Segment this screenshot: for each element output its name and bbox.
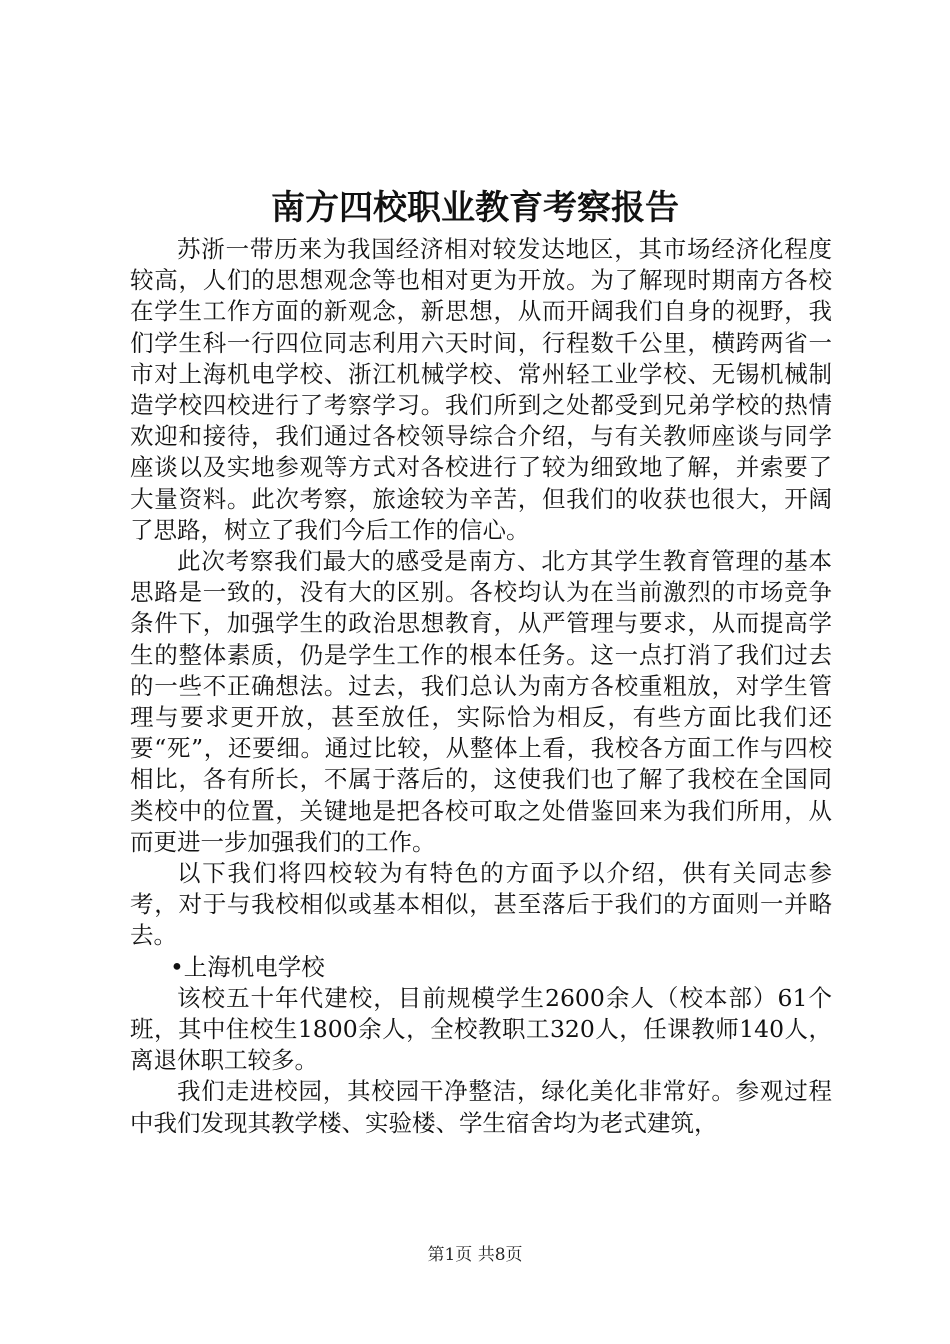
paragraph-intro: 苏浙一带历来为我国经济相对较发达地区，其市场经济化程度较高，人们的思想观念等也相对更为开放。为了解现时期南方各校在学生工作方面的新观念，新思想，从而开阔我们自身的视野，我们学生科一行四位同志利用六天时间，行程数千公里，横跨两省一市对上海机电学校、浙江机械学校、常州轻工业学校、无锡机械制造学校四校进行了考察学习。我们所到之处都受到兄弟学校的热情欢迎和接待，我们通过各校领导综合介绍，与有关教师座谈与同学座谈以及实地参观等方式对各校进行了较为细致地了解，并索要了大量资料。此次考察，旅途较为辛苦，但我们的收获也很大，开阔了思路，树立了我们今后工作的信心。 (130, 235, 832, 544)
paragraph-school-size: 该校五十年代建校，目前规模学生2600余人（校本部）61个班，其中住校生1800余人，全校教职工320人，任课教师140人，离退休职工较多。 (130, 983, 832, 1075)
section-heading-shanghai: •上海机电学校 (169, 952, 325, 981)
page-number-footer: 第1页 共8页 (427, 1245, 523, 1265)
paragraph-impression: 此次考察我们最大的感受是南方、北方其学生教育管理的基本思路是一致的，没有大的区别。各校均认为在当前激烈的市场竞争条件下，加强学生的政治思想教育，从严管理与要求，从而提高学生的整体素质，仍是学生工作的根本任务。这一点打消了我们过去的一些不正确想法。过去，我们总认为南方各校重粗放，对学生管理与要求更开放，甚至放任，实际恰为相反，有些方面比我们还要“死”，还要细。通过比较，从整体上看，我校各方面工作与四校相比，各有所长，不属于落后的，这使我们也了解了我校在全国同类校中的位置，关键地是把各校可取之处借鉴回来为我们所用，从而更进一步加强我们的工作。 (130, 547, 832, 856)
paragraph-campus: 我们走进校园，其校园干净整洁，绿化美化非常好。参观过程中我们发现其教学楼、实验楼、学生宿舍均为老式建筑， (130, 1077, 832, 1137)
document-title: 南方四校职业教育考察报告 (271, 188, 679, 228)
document-body (130, 234, 832, 1139)
paragraph-overview: 以下我们将四校较为有特色的方面予以介绍，供有关同志参考，对于与我校相似或基本相似，甚至落后于我们的方面则一并略去。 (130, 859, 832, 950)
